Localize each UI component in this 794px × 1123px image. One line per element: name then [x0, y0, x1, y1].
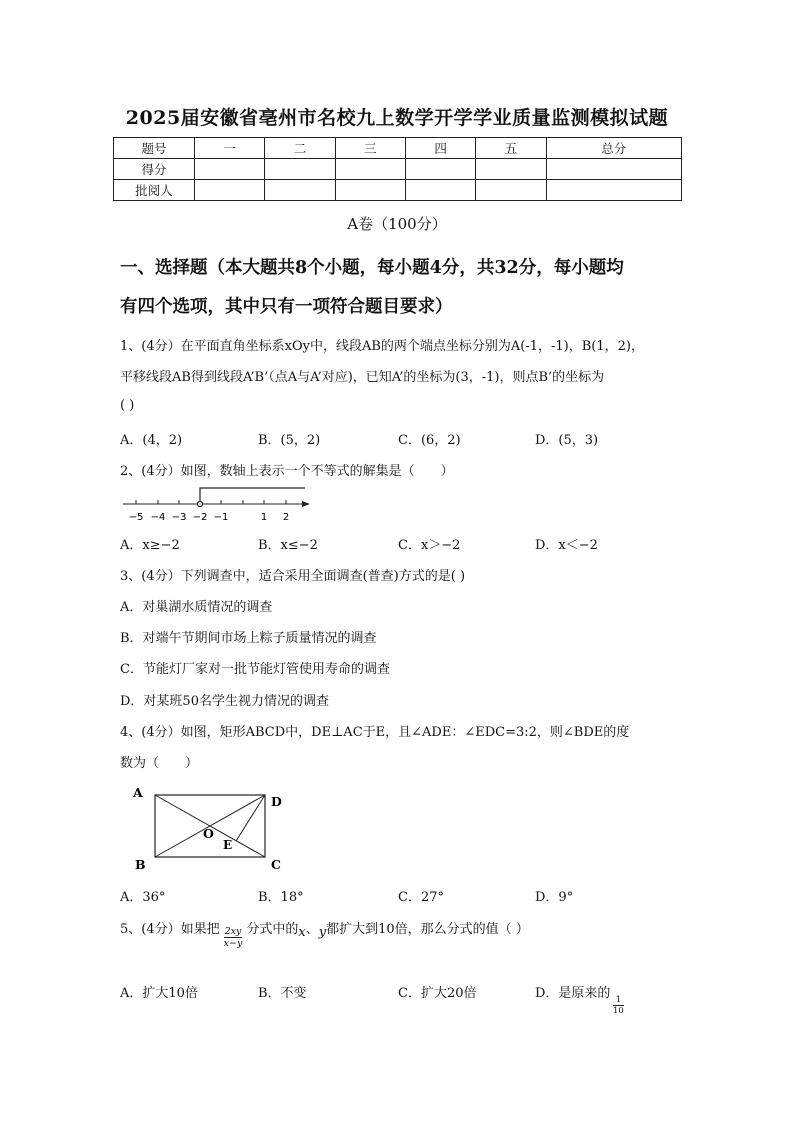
- q4-option-d: D．9°: [535, 890, 574, 905]
- q3-option-b: B．对端午节期间市场上粽子质量情况的调查: [120, 631, 377, 646]
- tick-label: −2: [192, 512, 208, 523]
- q2-option-d: D．x＜−2: [535, 538, 598, 553]
- q4-line1: 4、(4分）如图，矩形ABCD中，DE⊥AC于E，且∠ADE：∠EDC=3:2，则∠BDE的度: [120, 725, 630, 740]
- table-cell: 得分: [114, 159, 195, 180]
- q2-text: 2、(4分）如图，数轴上表示一个不等式的解集是（ ）: [120, 464, 454, 479]
- q5-option-a: A．扩大10倍: [120, 986, 198, 1001]
- q5-option-d: D．是原来的: [535, 986, 611, 1001]
- fraction-numerator: 1: [613, 995, 624, 1006]
- label-c: C: [271, 857, 281, 872]
- axis-arrow-icon: [302, 501, 310, 507]
- table-cell: [405, 159, 475, 180]
- q5-option-d-fraction: [613, 995, 624, 1016]
- table-cell: [546, 180, 681, 201]
- rectangle-figure: [125, 783, 295, 875]
- q1-line3: ( ): [120, 398, 135, 413]
- q5-suffix: 都扩大到10倍，那么分式的值（ ）: [326, 922, 529, 937]
- table-cell: [476, 180, 546, 201]
- label-o: O: [203, 826, 214, 841]
- q5-option-b: B．不变: [258, 986, 307, 1001]
- page-title: 2025届安徽省亳州市名校九上数学开学学业质量监测模拟试题: [125, 107, 669, 129]
- number-line-ticks: [136, 500, 286, 504]
- q3-option-d: D．对某班50名学生视力情况的调查: [120, 694, 329, 709]
- table-row: [114, 138, 682, 159]
- q4-option-a: A．36°: [120, 890, 166, 905]
- solution-ray: [200, 488, 305, 501]
- q1-option-b: B．(5，2): [258, 433, 321, 448]
- table-cell: [476, 159, 546, 180]
- table-cell: 总分: [546, 138, 681, 159]
- q2-option-b: B．x≤−2: [258, 538, 318, 553]
- table-cell: 批阅人: [114, 180, 195, 201]
- q1-line1: 1、(4分）在平面直角坐标系xOy中，线段AB的两个端点坐标分别为A(-1，-1)，B(1，2)，: [120, 339, 644, 354]
- q1-option-a: A．(4，2): [120, 433, 183, 448]
- q3-text: 3、(4分）下列调查中，适合采用全面调查(普查)方式的是( ): [120, 569, 466, 584]
- label-d: D: [271, 794, 282, 809]
- section-heading-line2: 有四个选项，其中只有一项符合题目要求）: [120, 297, 453, 317]
- tick-label: −4: [150, 512, 166, 523]
- table-cell: 二: [265, 138, 335, 159]
- q2-option-c: C．x＞−2: [398, 538, 461, 553]
- section-heading-line1: 一、选择题（本大题共8个小题，每小题4分，共32分，每小题均: [120, 258, 624, 278]
- score-table: [113, 137, 682, 201]
- table-cell: 一: [195, 138, 265, 159]
- fraction-denominator: 10: [613, 1006, 624, 1016]
- number-line-figure: [120, 484, 320, 524]
- var-y: y: [318, 925, 327, 940]
- label-e: E: [223, 838, 233, 852]
- q3-option-c: C．节能灯厂家对一批节能灯管使用寿命的调查: [120, 662, 390, 677]
- tick-label: 2: [282, 512, 290, 523]
- label-b: B: [135, 857, 146, 872]
- table-cell: [195, 159, 265, 180]
- table-cell: [335, 180, 405, 201]
- q4-line2: 数为（ ）: [120, 756, 199, 771]
- table-cell: 五: [476, 138, 546, 159]
- table-cell: 四: [405, 138, 475, 159]
- table-cell: [265, 180, 335, 201]
- q4-option-c: C．27°: [398, 890, 444, 905]
- label-a: A: [133, 785, 143, 800]
- q5-option-c: C．扩大20倍: [398, 986, 477, 1001]
- tick-label: −3: [171, 512, 187, 523]
- var-x: x: [298, 925, 306, 940]
- q1-option-d: D．(5，3): [535, 433, 599, 448]
- fraction-denominator: x−y: [223, 938, 243, 949]
- table-cell: [195, 180, 265, 201]
- volume-heading: A卷（100分）: [347, 215, 447, 233]
- q2-option-a: A．x≥−2: [120, 538, 180, 553]
- q4-option-b: B．18°: [258, 890, 304, 905]
- open-endpoint: [197, 501, 202, 506]
- var-separator: 、: [305, 922, 319, 937]
- table-cell: [335, 159, 405, 180]
- q5-mid: 分式中的: [246, 922, 299, 937]
- segment-de: [236, 795, 265, 841]
- table-cell: 题号: [114, 138, 195, 159]
- q5-fraction: [224, 926, 243, 949]
- fraction-numerator: 2xy: [224, 926, 242, 937]
- q3-option-a: A．对巢湖水质情况的调查: [120, 600, 273, 615]
- q5-text: [120, 918, 529, 949]
- tick-label: 1: [260, 512, 268, 523]
- table-row: [114, 159, 682, 180]
- tick-label: −5: [128, 512, 144, 523]
- table-row: [114, 180, 682, 201]
- table-cell: [405, 180, 475, 201]
- table-cell: [265, 159, 335, 180]
- tick-label: −1: [213, 512, 229, 523]
- q1-option-c: C．(6，2): [398, 433, 461, 448]
- q1-line2: 平移线段AB得到线段A’B’（点A与A’对应)，已知A’的坐标为(3，-1)，则点B’的坐标为: [120, 370, 605, 385]
- q5-prefix: 5、(4分）如果把: [120, 922, 220, 937]
- table-cell: [546, 159, 681, 180]
- table-cell: 三: [335, 138, 405, 159]
